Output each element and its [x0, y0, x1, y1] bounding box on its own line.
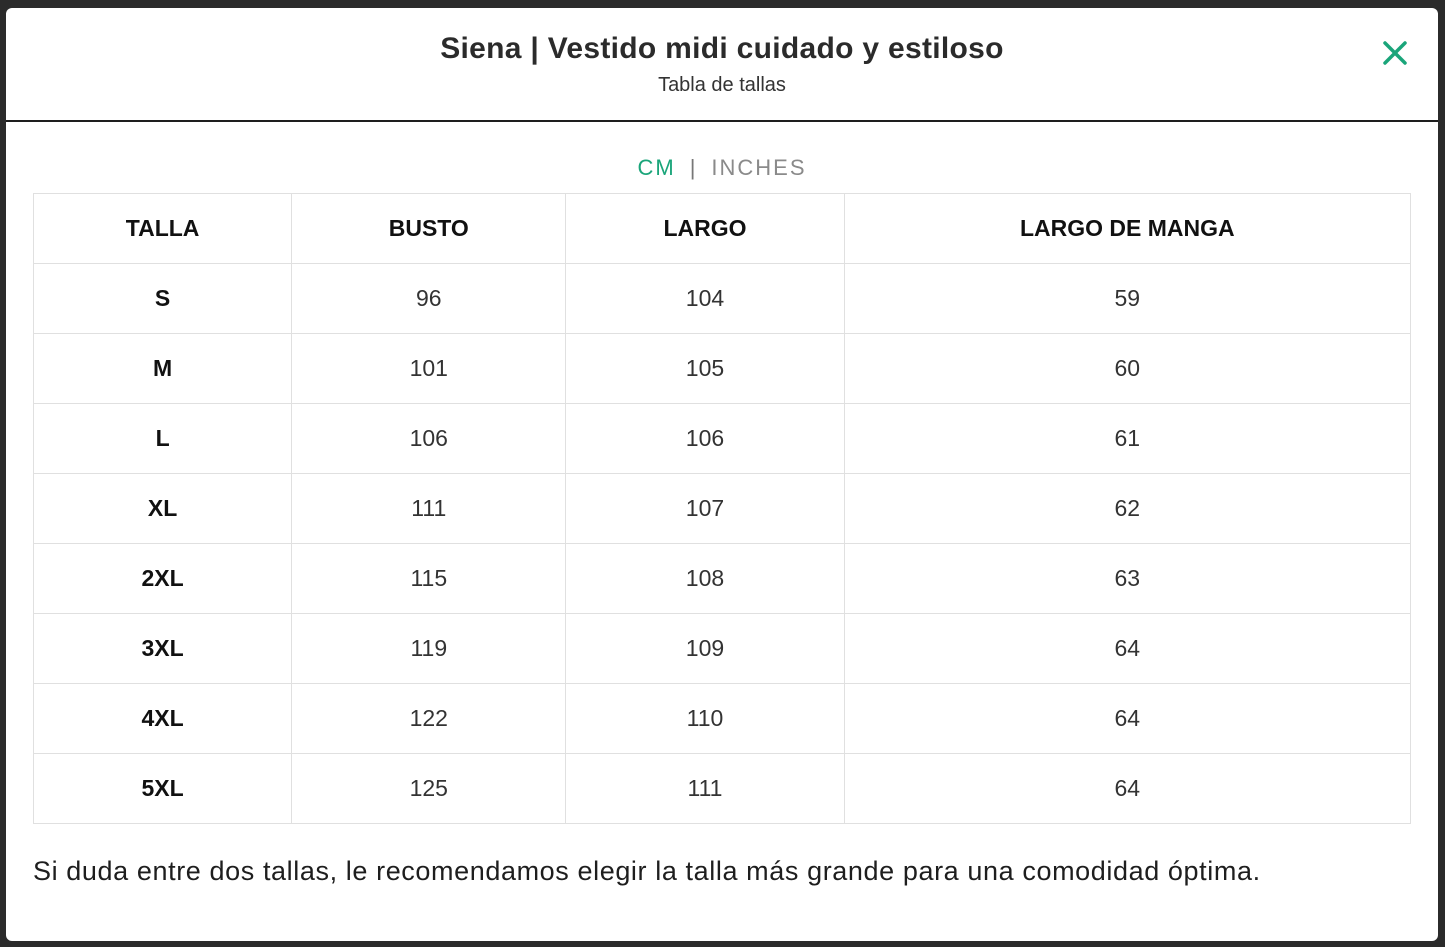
- size-cell: L: [34, 404, 292, 474]
- size-cell: XL: [34, 474, 292, 544]
- largo-cell: 108: [566, 544, 844, 614]
- size-table: [33, 193, 1411, 824]
- size-chart-modal: [6, 8, 1438, 941]
- manga-cell: 60: [844, 334, 1410, 404]
- unit-toggle: [6, 154, 1438, 181]
- unit-inches-tab[interactable]: INCHES: [711, 155, 807, 181]
- manga-cell: 62: [844, 474, 1410, 544]
- largo-cell: 110: [566, 684, 844, 754]
- busto-cell: 96: [292, 264, 566, 334]
- manga-cell: 63: [844, 544, 1410, 614]
- modal-title: Siena | Vestido midi cuidado y estiloso: [440, 32, 1004, 65]
- manga-cell: 61: [844, 404, 1410, 474]
- column-header-talla: TALLA: [34, 194, 292, 264]
- busto-cell: 106: [292, 404, 566, 474]
- unit-separator: |: [689, 155, 698, 181]
- size-cell: 4XL: [34, 684, 292, 754]
- size-cell: M: [34, 334, 292, 404]
- size-recommendation-note: Si duda entre dos tallas, le recomendamos elegir la talla más grande para una comodidad óptima.: [33, 856, 1261, 886]
- modal-header: [6, 8, 1438, 122]
- close-button[interactable]: [1378, 36, 1412, 70]
- busto-cell: 111: [292, 474, 566, 544]
- manga-cell: 64: [844, 614, 1410, 684]
- busto-cell: 119: [292, 614, 566, 684]
- busto-cell: 101: [292, 334, 566, 404]
- busto-cell: 122: [292, 684, 566, 754]
- busto-cell: 125: [292, 754, 566, 824]
- size-cell: 3XL: [34, 614, 292, 684]
- table-row: [34, 334, 1411, 404]
- table-row: [34, 754, 1411, 824]
- size-cell: S: [34, 264, 292, 334]
- manga-cell: 59: [844, 264, 1410, 334]
- manga-cell: 64: [844, 754, 1410, 824]
- largo-cell: 109: [566, 614, 844, 684]
- largo-cell: 105: [566, 334, 844, 404]
- largo-cell: 104: [566, 264, 844, 334]
- table-header-row: [34, 194, 1411, 264]
- size-cell: 5XL: [34, 754, 292, 824]
- close-icon: [1382, 40, 1408, 66]
- table-row: [34, 544, 1411, 614]
- largo-cell: 106: [566, 404, 844, 474]
- table-row: [34, 474, 1411, 544]
- largo-cell: 111: [566, 754, 844, 824]
- table-row: [34, 684, 1411, 754]
- size-cell: 2XL: [34, 544, 292, 614]
- largo-cell: 107: [566, 474, 844, 544]
- column-header-largo-de-manga: LARGO DE MANGA: [844, 194, 1410, 264]
- column-header-largo: LARGO: [566, 194, 844, 264]
- busto-cell: 115: [292, 544, 566, 614]
- modal-subtitle: Tabla de tallas: [658, 74, 786, 96]
- manga-cell: 64: [844, 684, 1410, 754]
- column-header-busto: BUSTO: [292, 194, 566, 264]
- table-row: [34, 404, 1411, 474]
- table-row: [34, 614, 1411, 684]
- unit-cm-tab[interactable]: CM: [637, 155, 676, 181]
- table-row: [34, 264, 1411, 334]
